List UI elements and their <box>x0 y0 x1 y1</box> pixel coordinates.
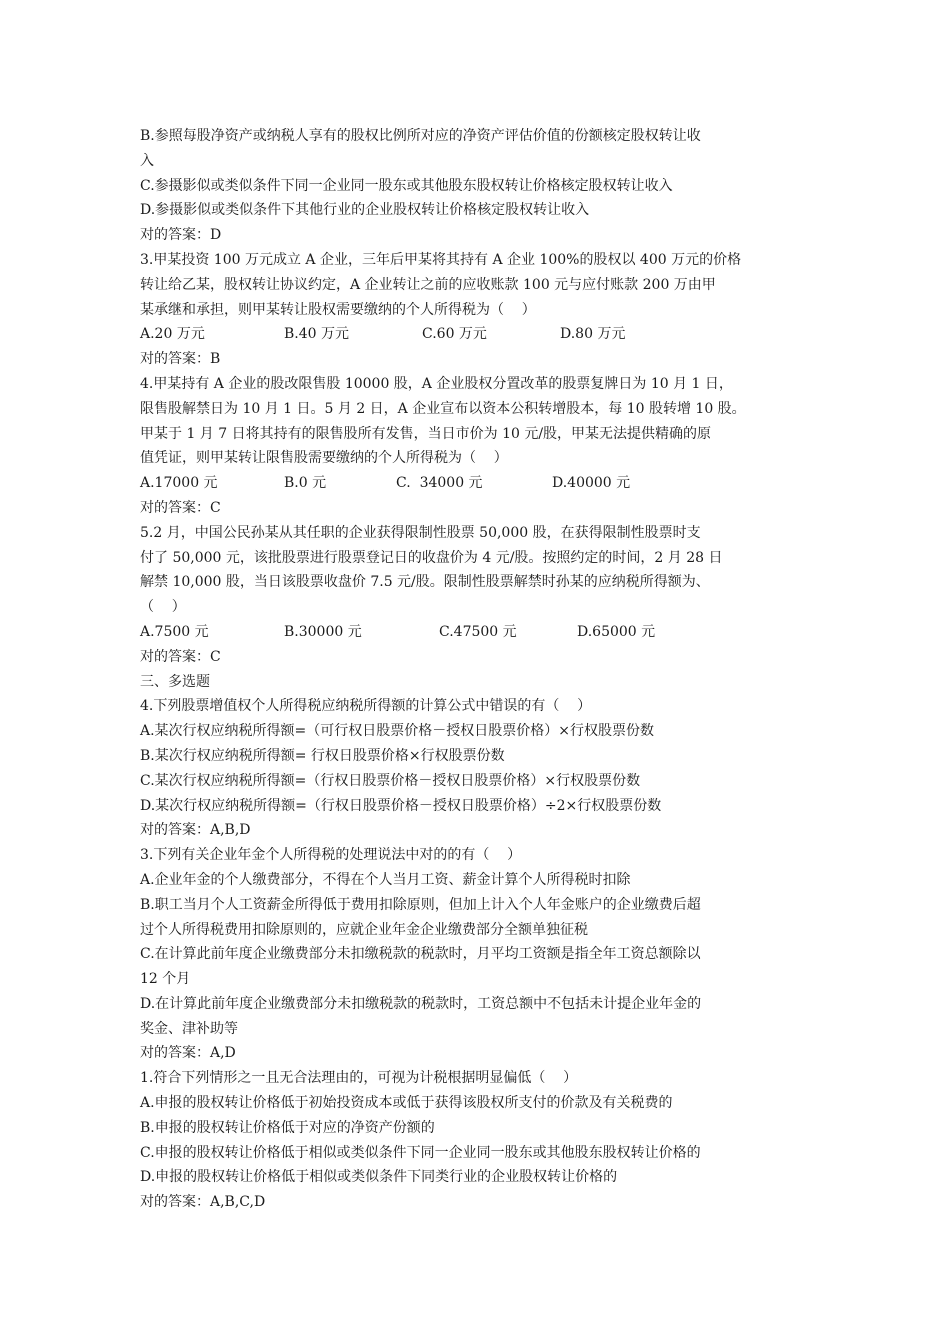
option-d: D.65000 元 <box>577 623 656 640</box>
question-5-options <box>140 620 830 645</box>
option-c: C.47500 元 <box>439 623 517 640</box>
option-b: B.某次行权应纳税所得额= 行权日股票价格×行权股票份数 <box>140 747 505 764</box>
question-4-line-4: 值凭证，则甲某转让限售股需要缴纳的个人所得税为（ ） <box>140 450 508 467</box>
question-3-line-1: 3.甲某投资 100 万元成立 A 企业，三年后甲某将其持有 A 企业 100%的股权以 400 万元的价格 <box>140 251 742 268</box>
section-heading: 三、多选题 <box>140 673 210 690</box>
question-4-options <box>140 471 830 496</box>
option-a: A.7500 元 <box>140 623 209 640</box>
question-4-line-3: 甲某于 1 月 7 日将其持有的限售股所有发售，当日市价为 10 元/股，甲某无法提供精确的原 <box>140 425 712 442</box>
option-d-line-1: D.在计算此前年度企业缴费部分未扣缴税款的税款时，工资总额中不包括未计提企业年金的 <box>140 995 702 1012</box>
question-3-line-2: 转让给乙某，股权转让协议约定，A 企业转让之前的应收账款 100 元与应付账款 200 万由甲 <box>140 276 716 293</box>
option-d: D.40000 元 <box>552 475 631 492</box>
option-b: B.申报的股权转让价格低于对应的净资产份额的 <box>140 1119 435 1136</box>
option-a: A.企业年金的个人缴费部分，不得在个人当月工资、薪金计算个人所得税时扣除 <box>140 871 631 888</box>
option-b-line-2: 入 <box>140 152 154 169</box>
multi-question-1-stem: 1.符合下列情形之一且无合法理由的，可视为计税根据明显偏低（ ） <box>140 1070 578 1087</box>
question-4-line-1: 4.甲某持有 A 企业的股改限售股 10000 股，A 企业股权分置改革的股票复牌日为 10 月 1 日， <box>140 375 733 392</box>
option-c-line-1: C.在计算此前年度企业缴费部分未扣缴税款的税款时，月平均工资额是指全年工资总额除以 <box>140 946 701 963</box>
option-d-line-2: 奖金、津补助等 <box>140 1020 238 1037</box>
question-5-line-3: 解禁 10,000 股，当日该股票收盘价 7.5 元/股。限制性股票解禁时孙某的应纳税所得额为、 <box>140 574 710 591</box>
option-a: A.申报的股权转让价格低于初始投资成本或低于获得该股权所支付的价款及有关税费的 <box>140 1095 673 1112</box>
option-b: B.30000 元 <box>284 623 362 640</box>
option-a: A.某次行权应纳税所得额=（可行权日股票价格－授权日股票价格）×行权股票份数 <box>140 723 655 740</box>
option-a: A.17000 元 <box>140 475 218 492</box>
answer: 对的答案：C <box>140 499 221 516</box>
option-b-line-1: B.参照每股净资产或纳税人享有的股权比例所对应的净资产评估价值的份额核定股权转让收 <box>140 128 701 144</box>
option-b: B.0 元 <box>284 475 327 492</box>
answer: 对的答案：A,B,D <box>140 822 251 839</box>
question-3-options <box>140 322 830 347</box>
answer: 对的答案：A,B,C,D <box>140 1194 266 1211</box>
multi-question-4-stem: 4.下列股票增值权个人所得税应纳税所得额的计算公式中错误的有（ ） <box>140 698 592 715</box>
question-5-line-4: （ ） <box>140 599 186 616</box>
question-5-line-2: 付了 50,000 元，该批股票进行股票登记日的收盘价为 4 元/股。按照约定的时间，2 月 28 日 <box>140 549 723 566</box>
option-c: C. 34000 元 <box>396 475 483 492</box>
question-3-line-3: 某承继和承担，则甲某转让股权需要缴纳的个人所得税为（ ） <box>140 301 536 318</box>
answer: 对的答案：A,D <box>140 1045 236 1062</box>
option-b: B.40 万元 <box>284 326 350 343</box>
option-b-line-2: 过个人所得税费用扣除原则的，应就企业年金企业缴费部分全额单独征税 <box>140 921 588 938</box>
answer: 对的答案：C <box>140 648 221 665</box>
answer: 对的答案：B <box>140 351 221 368</box>
option-d: D.80 万元 <box>560 326 626 343</box>
option-c: C.60 万元 <box>422 326 487 343</box>
question-5-line-1: 5.2 月，中国公民孙某从其任职的企业获得限制性股票 50,000 股，在获得限制性股票时支 <box>140 524 701 541</box>
option-c: C.申报的股权转让价格低于相似或类似条件下同一企业同一股东或其他股东股权转让价格的 <box>140 1144 701 1161</box>
option-b-line-1: B.职工当月个人工资薪金所得低于费用扣除原则，但加上计入个人年金账户的企业缴费后超 <box>140 896 701 913</box>
document-page <box>140 124 830 1215</box>
multi-question-3-stem: 3.下列有关企业年金个人所得税的处理说法中对的的有（ ） <box>140 847 522 864</box>
option-d: D.某次行权应纳税所得额=（行权日股票价格－授权日股票价格）÷2×行权股票份数 <box>140 797 662 814</box>
option-c: C.参摄影似或类似条件下同一企业同一股东或其他股东股权转让价格核定股权转让收入 <box>140 177 673 194</box>
option-a: A.20 万元 <box>140 326 205 343</box>
answer: 对的答案：D <box>140 227 222 244</box>
option-d: D.参摄影似或类似条件下其他行业的企业股权转让价格核定股权转让收入 <box>140 202 590 219</box>
option-c: C.某次行权应纳税所得额=（行权日股票价格－授权日股票价格）×行权股票份数 <box>140 772 641 789</box>
option-c-line-2: 12 个月 <box>140 971 191 988</box>
question-4-line-2: 限售股解禁日为 10 月 1 日。5 月 2 日，A 企业宣布以资本公积转增股本，每 10 股转增 10 股。 <box>140 400 746 417</box>
option-d: D.申报的股权转让价格低于相似或类似条件下同类行业的企业股权转让价格的 <box>140 1169 618 1186</box>
